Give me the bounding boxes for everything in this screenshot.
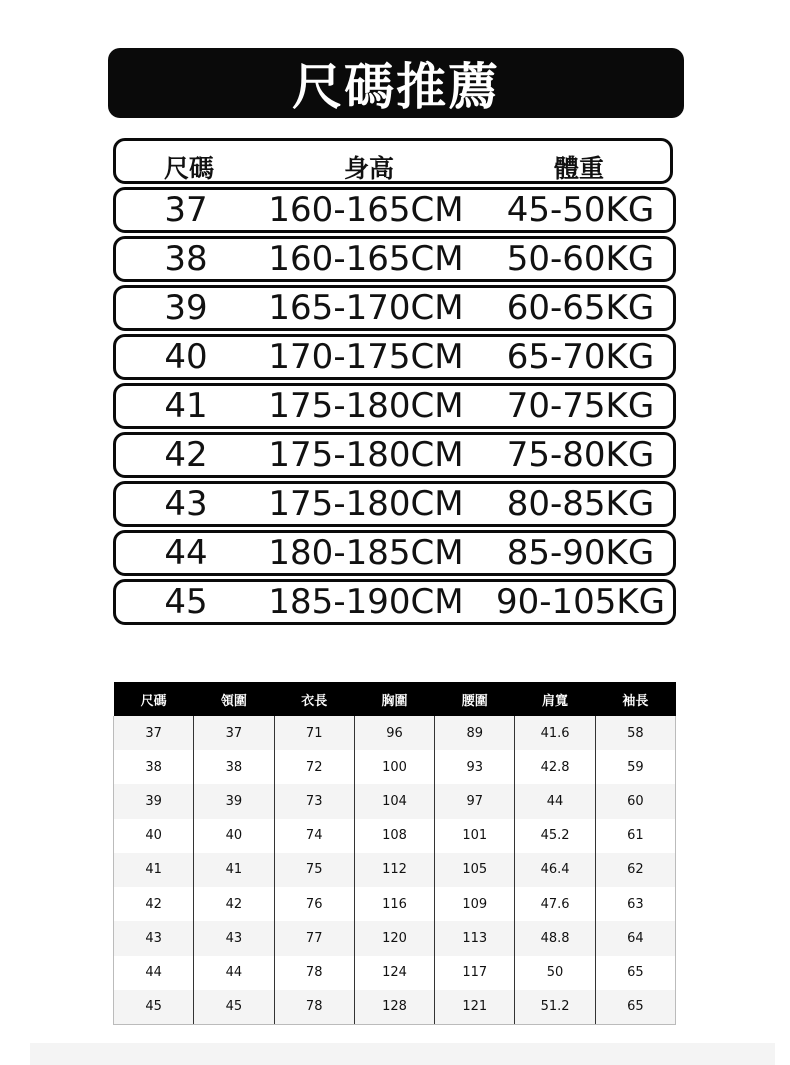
table-cell: 93 xyxy=(435,750,515,784)
recommendation-row xyxy=(113,579,676,625)
table-cell: 113 xyxy=(435,921,515,955)
size-cell: 44 xyxy=(164,533,208,573)
recommendation-row xyxy=(113,432,676,478)
table-cell: 100 xyxy=(354,750,434,784)
measurement-body xyxy=(114,716,676,1025)
measurement-table xyxy=(113,682,676,1025)
table-cell: 104 xyxy=(354,784,434,818)
weight-cell: 45-50KG xyxy=(506,190,655,230)
table-row xyxy=(114,716,676,750)
table-cell: 38 xyxy=(114,750,194,784)
measurement-header-cell: 衣長 xyxy=(274,682,354,716)
table-row xyxy=(114,853,676,887)
table-cell: 41 xyxy=(194,853,274,887)
measurement-header-cell: 袖長 xyxy=(595,682,675,716)
table-cell: 121 xyxy=(435,990,515,1025)
table-cell: 38 xyxy=(194,750,274,784)
table-row xyxy=(114,921,676,955)
table-cell: 43 xyxy=(194,921,274,955)
table-cell: 44 xyxy=(515,784,595,818)
title-banner xyxy=(108,48,684,118)
table-cell: 89 xyxy=(435,716,515,750)
table-cell: 77 xyxy=(274,921,354,955)
table-cell: 101 xyxy=(435,819,515,853)
table-cell: 41 xyxy=(114,853,194,887)
height-cell: 160-165CM xyxy=(268,190,464,230)
table-cell: 108 xyxy=(354,819,434,853)
table-row xyxy=(114,784,676,818)
table-cell: 59 xyxy=(595,750,675,784)
height-cell: 175-180CM xyxy=(268,386,464,426)
size-cell: 38 xyxy=(164,239,208,279)
table-cell: 78 xyxy=(274,990,354,1025)
size-cell: 43 xyxy=(164,484,208,524)
table-cell: 58 xyxy=(595,716,675,750)
recommendation-row xyxy=(113,383,676,429)
table-cell: 64 xyxy=(595,921,675,955)
table-cell: 60 xyxy=(595,784,675,818)
table-row xyxy=(114,990,676,1025)
height-cell: 180-185CM xyxy=(268,533,464,573)
weight-cell: 70-75KG xyxy=(506,386,655,426)
table-row xyxy=(114,750,676,784)
weight-cell: 65-70KG xyxy=(506,337,655,377)
table-cell: 40 xyxy=(114,819,194,853)
table-cell: 128 xyxy=(354,990,434,1025)
height-cell: 170-175CM xyxy=(268,337,464,377)
table-cell: 39 xyxy=(194,784,274,818)
table-cell: 61 xyxy=(595,819,675,853)
recommendation-row xyxy=(113,187,676,233)
size-cell: 41 xyxy=(164,386,208,426)
size-cell: 45 xyxy=(164,582,208,622)
height-cell: 185-190CM xyxy=(268,582,464,622)
table-cell: 46.4 xyxy=(515,853,595,887)
weight-cell: 90-105KG xyxy=(495,582,666,622)
weight-cell: 80-85KG xyxy=(506,484,655,524)
measurement-header-cell: 尺碼 xyxy=(114,682,194,716)
header-weight: 體重 xyxy=(554,154,605,183)
table-cell: 116 xyxy=(354,887,434,921)
table-row xyxy=(114,956,676,990)
table-cell: 43 xyxy=(114,921,194,955)
measurement-header-cell: 領圍 xyxy=(194,682,274,716)
header-height: 身高 xyxy=(344,154,395,183)
height-cell: 160-165CM xyxy=(268,239,464,279)
table-cell: 105 xyxy=(435,853,515,887)
table-cell: 124 xyxy=(354,956,434,990)
weight-cell: 60-65KG xyxy=(506,288,655,328)
height-cell: 175-180CM xyxy=(268,435,464,475)
recommendation-row xyxy=(113,236,676,282)
weight-cell: 75-80KG xyxy=(506,435,655,475)
table-cell: 78 xyxy=(274,956,354,990)
table-cell: 48.8 xyxy=(515,921,595,955)
table-cell: 42 xyxy=(114,887,194,921)
table-cell: 72 xyxy=(274,750,354,784)
table-cell: 44 xyxy=(194,956,274,990)
recommendation-row xyxy=(113,334,676,380)
table-cell: 45.2 xyxy=(515,819,595,853)
table-cell: 40 xyxy=(194,819,274,853)
recommendation-row xyxy=(113,481,676,527)
size-cell: 40 xyxy=(164,337,208,377)
header-size: 尺碼 xyxy=(164,154,215,183)
weight-cell: 85-90KG xyxy=(506,533,655,573)
weight-cell: 50-60KG xyxy=(506,239,655,279)
table-cell: 112 xyxy=(354,853,434,887)
table-cell: 97 xyxy=(435,784,515,818)
table-cell: 44 xyxy=(114,956,194,990)
size-cell: 37 xyxy=(164,190,208,230)
table-cell: 65 xyxy=(595,956,675,990)
recommendation-header xyxy=(113,138,673,184)
recommendation-row xyxy=(113,285,676,331)
table-cell: 45 xyxy=(114,990,194,1025)
table-cell: 47.6 xyxy=(515,887,595,921)
measurement-header-cell: 腰圍 xyxy=(435,682,515,716)
footer-strip xyxy=(30,1043,775,1065)
size-cell: 42 xyxy=(164,435,208,475)
table-cell: 51.2 xyxy=(515,990,595,1025)
height-cell: 165-170CM xyxy=(268,288,464,328)
table-cell: 41.6 xyxy=(515,716,595,750)
recommendation-row xyxy=(113,530,676,576)
table-cell: 42.8 xyxy=(515,750,595,784)
measurement-header-row xyxy=(114,682,676,716)
table-cell: 96 xyxy=(354,716,434,750)
table-cell: 76 xyxy=(274,887,354,921)
table-cell: 73 xyxy=(274,784,354,818)
table-row xyxy=(114,887,676,921)
table-cell: 39 xyxy=(114,784,194,818)
page-title: 尺碼推薦 xyxy=(292,58,500,116)
measurement-header-cell: 肩寬 xyxy=(515,682,595,716)
table-cell: 74 xyxy=(274,819,354,853)
table-cell: 109 xyxy=(435,887,515,921)
table-cell: 71 xyxy=(274,716,354,750)
height-cell: 175-180CM xyxy=(268,484,464,524)
table-cell: 37 xyxy=(194,716,274,750)
table-cell: 62 xyxy=(595,853,675,887)
size-cell: 39 xyxy=(164,288,208,328)
table-cell: 65 xyxy=(595,990,675,1025)
table-cell: 117 xyxy=(435,956,515,990)
measurement-header-cell: 胸圍 xyxy=(354,682,434,716)
table-cell: 63 xyxy=(595,887,675,921)
table-cell: 50 xyxy=(515,956,595,990)
table-cell: 120 xyxy=(354,921,434,955)
table-row xyxy=(114,819,676,853)
table-cell: 37 xyxy=(114,716,194,750)
table-cell: 75 xyxy=(274,853,354,887)
table-cell: 45 xyxy=(194,990,274,1025)
table-cell: 42 xyxy=(194,887,274,921)
